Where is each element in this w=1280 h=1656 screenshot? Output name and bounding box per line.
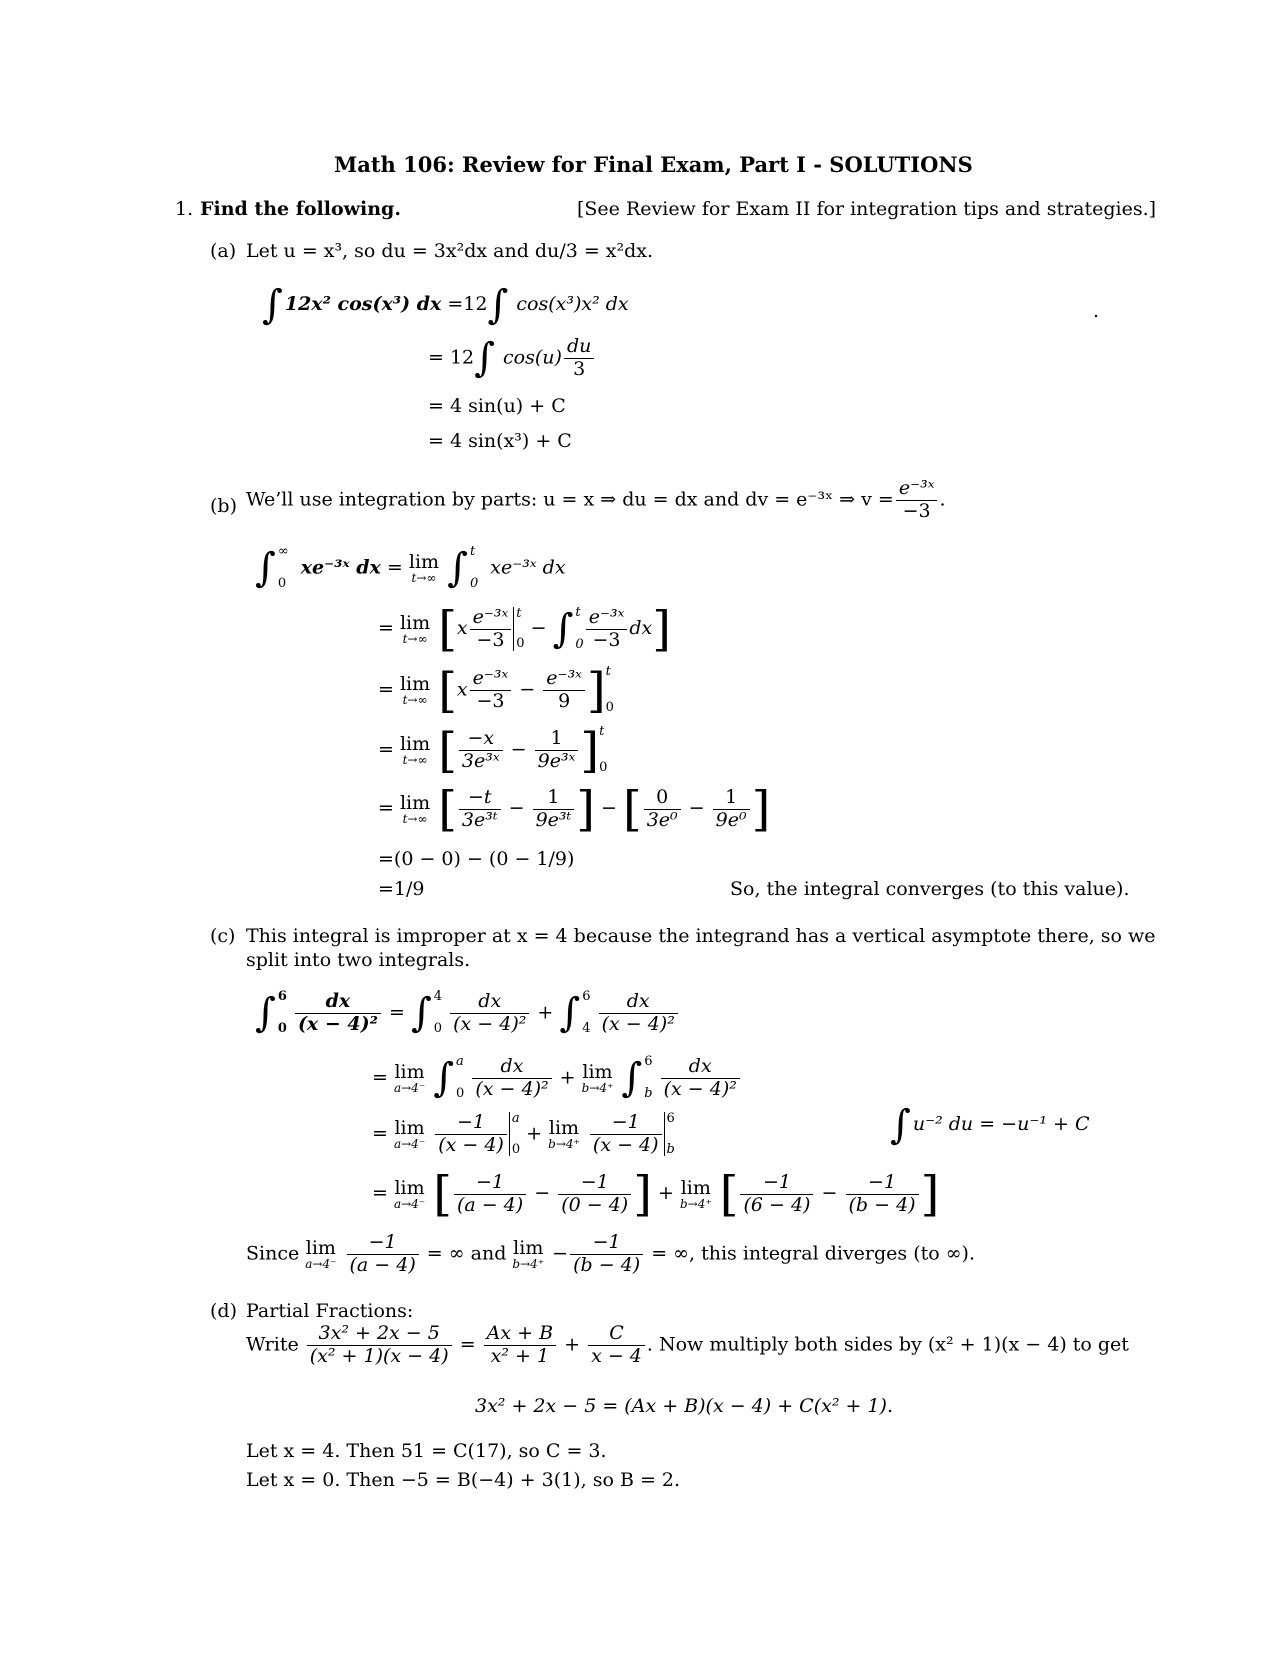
minus: − bbox=[510, 738, 527, 761]
fraction-num: −1 bbox=[590, 1112, 662, 1135]
lower-limit: 4 bbox=[582, 1021, 591, 1037]
part-d-heading: Partial Fractions: bbox=[246, 1300, 414, 1322]
part-c-intro-1: This integral is improper at x = 4 because the integrand has a vertical asymptote there, so we bbox=[246, 925, 1156, 947]
part-b-line7: =1/9 bbox=[378, 878, 425, 900]
fraction-den: (x − 4) bbox=[438, 1133, 504, 1156]
part-b-line1 bbox=[255, 545, 566, 592]
lower-limit: 0 bbox=[605, 700, 614, 716]
fraction-den: 9 bbox=[558, 689, 571, 712]
side-formula bbox=[890, 1102, 1090, 1148]
lim-sub: t→∞ bbox=[402, 631, 428, 646]
fraction-num: dx bbox=[599, 991, 678, 1014]
fraction-num: e⁻³ˣ bbox=[470, 607, 512, 630]
part-c-line1: ∫ 6 0 $\frac{dx}{\text{(x − 4)²}}$ = ∫ 4 0 $\frac{dx}{\text{(x − 4)²}}$ + ∫ 6 4 $\frac{dx}{\text{(x − 4)²}}$ bbox=[255, 990, 680, 1037]
fraction-num: −1 bbox=[570, 1232, 643, 1255]
part-a-line3: = 4 sin(u) + C bbox=[428, 395, 566, 417]
fraction-num: du bbox=[564, 336, 594, 359]
coefficient: = 12 bbox=[428, 346, 475, 369]
fraction-num: e⁻³ˣ bbox=[543, 668, 585, 691]
page-title: Math 106: Review for Final Exam, Part I - SOLUTIONS bbox=[334, 152, 973, 177]
lim-sub: b→4⁺ bbox=[679, 1196, 712, 1211]
part-b-line2: = lim t→∞ [x $\frac{\text{e⁻³ˣ}}{-3}$ t 0 − ∫ t 0 $\frac{\text{e⁻³ˣ}}{-3}$ dx] bbox=[378, 601, 671, 657]
lim-sub: t→∞ bbox=[411, 570, 437, 585]
lim-sub: b→4⁺ bbox=[512, 1256, 545, 1271]
part-b-conclusion: So, the integral converges (to this value). bbox=[730, 878, 1130, 900]
fraction-num: −1 bbox=[454, 1172, 526, 1195]
fraction-num: dx bbox=[472, 1056, 551, 1079]
fraction-den: x² + 1 bbox=[490, 1344, 550, 1367]
lim-word: lim bbox=[680, 1176, 711, 1199]
write-word: Write bbox=[246, 1333, 299, 1356]
part-b-line4: = lim t→∞ [ $\frac{-x}{\text{3e³ˣ}}$ − $\frac{1}{\text{9e³ˣ}}$ ] t 0 bbox=[378, 722, 608, 779]
fraction-num: −1 bbox=[435, 1112, 507, 1135]
fraction-den: (b − 4) bbox=[573, 1253, 641, 1276]
upper-limit: 6 bbox=[277, 989, 287, 1004]
fraction-den: (x − 4) bbox=[592, 1133, 659, 1156]
lim-sub: a→4⁻ bbox=[393, 1196, 426, 1211]
fraction-den: 9e⁰ bbox=[715, 808, 747, 831]
side-formula-text: u⁻² du = −u⁻¹ + C bbox=[912, 1113, 1090, 1135]
fraction-den: x − 4 bbox=[591, 1344, 642, 1367]
lim-word: lim bbox=[394, 1060, 425, 1083]
lim-word: lim bbox=[548, 1116, 580, 1139]
fraction-num: 0 bbox=[644, 787, 681, 810]
v-den: −3 bbox=[902, 499, 931, 522]
fraction-num: −1 bbox=[846, 1172, 919, 1195]
fraction-num: 3x² + 2x − 5 bbox=[307, 1323, 452, 1346]
fraction-num: 1 bbox=[535, 728, 579, 751]
part-a-label: (a) bbox=[210, 240, 237, 262]
part-d-line1: Write $\frac{\text{3x² + 2x − 5}}{\text{(x² + 1)(x − 4)}}$ = $\frac{Ax + B}{\text{x² + 1}}$ + $\frac{C}{x - 4}$ . Now multiply both sides by (x² + 1)(x − 4) to get bbox=[246, 1322, 1129, 1367]
v-num: e⁻³ˣ bbox=[896, 478, 938, 501]
part-d-label: (d) bbox=[210, 1300, 237, 1322]
part-c-line3: = lim a→4⁻ $\frac{-1}{(x - 4)}$ a 0 + lim b→4⁺ $\frac{-1}{(x - 4)}$ 6 b bbox=[372, 1111, 675, 1157]
coefficient: =12 bbox=[447, 293, 488, 315]
fraction-den: 3 bbox=[573, 357, 586, 380]
part-b-line3: = lim t→∞ [x $\frac{\text{e⁻³ˣ}}{-3}$ − $\frac{\text{e⁻³ˣ}}{9}$ ] t 0 bbox=[378, 662, 614, 719]
part-a-line2 bbox=[428, 336, 596, 381]
diverges-text: = ∞, this integral diverges (to ∞). bbox=[651, 1242, 976, 1265]
minus: − bbox=[508, 797, 525, 819]
lim-word: lim bbox=[399, 672, 431, 695]
fraction-den: (0 − 4) bbox=[561, 1193, 629, 1216]
fraction-den: (x² + 1)(x − 4) bbox=[309, 1344, 449, 1367]
equals-infinity-and: = ∞ and bbox=[426, 1242, 507, 1265]
minus: − bbox=[530, 617, 547, 639]
upper-limit: t bbox=[516, 606, 522, 621]
fraction-den: 3e³ˣ bbox=[461, 749, 500, 772]
lim-sub: a→4⁻ bbox=[393, 1080, 426, 1095]
integrand: cos(x³)x² dx bbox=[516, 293, 629, 315]
part-c-label: (c) bbox=[210, 925, 236, 947]
lower-limit: 0 bbox=[599, 760, 608, 776]
problem-number: 1. bbox=[175, 198, 194, 220]
part-a-line1 bbox=[262, 282, 629, 328]
fraction-num: 1 bbox=[713, 787, 750, 810]
part-c-line4: = lim a→4⁻ [ $\frac{-1}{(a - 4)}$ − $\frac{-1}{(0 - 4)}$ ] + lim b→4⁺ [ $\frac{-1}{(6 - 4)}$ − $\frac{-1}{(b - 4)}$ ] bbox=[372, 1166, 940, 1222]
integral-sign: ∫ bbox=[433, 1055, 455, 1102]
integrand: xe⁻³ˣ dx bbox=[490, 556, 566, 579]
integral-sign: ∫ bbox=[255, 545, 276, 592]
minus: − bbox=[519, 678, 536, 701]
fraction-den: (x − 4)² bbox=[663, 1077, 737, 1100]
lim-word: lim bbox=[399, 732, 431, 755]
fraction-num: dx bbox=[295, 991, 381, 1014]
fraction-den: −3 bbox=[476, 628, 505, 651]
v-end: . bbox=[939, 488, 946, 511]
upper-limit: t bbox=[599, 724, 605, 739]
lim-word: lim bbox=[305, 1236, 336, 1259]
upper-limit: a bbox=[511, 1111, 520, 1127]
fraction-den: −3 bbox=[592, 628, 621, 651]
upper-limit: t bbox=[469, 544, 476, 559]
minus: − bbox=[688, 797, 705, 819]
fraction-num: dx bbox=[661, 1056, 740, 1079]
fraction-num: 1 bbox=[533, 787, 575, 810]
fraction-num: −x bbox=[459, 728, 503, 751]
part-b-line5: = lim t→∞ [ $\frac{-t}{\text{3e³ᵗ}}$ − $\frac{1}{\text{9e³ᵗ}}$ ] − [ $\frac{0}{\text{3e⁰}}$ − $\frac{1}{\text{9e⁰}}$ ] bbox=[378, 781, 771, 837]
integral-sign: ∫ bbox=[447, 545, 468, 592]
integral-sign: ∫ bbox=[890, 1102, 911, 1148]
upper-limit: 6 bbox=[666, 1111, 675, 1127]
lim-word: lim bbox=[399, 611, 431, 634]
part-c-line2: = lim a→4⁻ ∫ a 0 $\frac{dx}{\text{(x − 4)²}}$ + lim b→4⁺ ∫ 6 b $\frac{dx}{\text{(x − 4)²}}$ bbox=[372, 1055, 742, 1102]
integrand: cos(u) bbox=[503, 346, 562, 369]
fraction-num: e⁻³ˣ bbox=[470, 668, 512, 691]
minus: − bbox=[601, 797, 617, 819]
integral-sign: ∫ bbox=[410, 990, 432, 1037]
fraction-den: (x − 4)² bbox=[297, 1012, 378, 1035]
integral-sign: ∫ bbox=[262, 282, 283, 328]
stray-dot: . bbox=[1093, 300, 1100, 322]
lim-sub: b→4⁺ bbox=[548, 1136, 580, 1151]
lim-word: lim bbox=[394, 1176, 425, 1199]
lim-word: lim bbox=[399, 791, 431, 814]
x-term: x bbox=[456, 678, 468, 701]
lim-word: lim bbox=[394, 1116, 425, 1139]
lower-limit: 0 bbox=[277, 1021, 287, 1037]
upper-limit: 4 bbox=[433, 989, 443, 1004]
fraction-num: C bbox=[588, 1323, 645, 1346]
integral-sign: ∫ bbox=[559, 990, 581, 1037]
integral-sign: ∫ bbox=[474, 335, 495, 382]
part-c-intro-2: split into two integrals. bbox=[246, 949, 471, 971]
integral-sign: ∫ bbox=[255, 990, 276, 1037]
fraction-den: 9e³ᵗ bbox=[535, 808, 572, 831]
fraction-num: −1 bbox=[740, 1172, 813, 1195]
lower-limit: 0 bbox=[516, 636, 525, 652]
lim-word: lim bbox=[408, 550, 440, 573]
lower-limit: 0 bbox=[277, 576, 287, 592]
fraction-den: (x − 4)² bbox=[453, 1012, 527, 1035]
fraction-num: −1 bbox=[558, 1172, 631, 1195]
equals: = bbox=[386, 556, 403, 579]
equals: = bbox=[378, 797, 394, 819]
since-word: Since bbox=[246, 1242, 300, 1265]
fraction-den: 9e³ˣ bbox=[537, 749, 576, 772]
part-b-intro-line bbox=[246, 478, 946, 523]
fraction-num: −t bbox=[459, 787, 501, 810]
fraction-den: (b − 4) bbox=[848, 1193, 916, 1216]
lim-sub: t→∞ bbox=[402, 752, 428, 767]
lower-limit: 0 bbox=[511, 1141, 521, 1157]
part-a-intro: Let u = x³, so du = 3x²dx and du/3 = x²dx. bbox=[246, 240, 654, 262]
upper-limit: ∞ bbox=[277, 544, 289, 559]
lim-sub: a→4⁻ bbox=[305, 1256, 337, 1271]
lower-limit: 0 bbox=[469, 576, 479, 592]
lim-word: lim bbox=[582, 1060, 613, 1083]
equals: = bbox=[378, 738, 394, 761]
problem-note: [See Review for Exam II for integration tips and strategies.] bbox=[577, 198, 1157, 220]
lower-limit: 0 bbox=[456, 1086, 465, 1102]
lower-limit: 0 bbox=[575, 637, 584, 652]
fraction-den: (a − 4) bbox=[456, 1193, 524, 1216]
upper-limit: 6 bbox=[582, 989, 591, 1004]
fraction-den: (x − 4)² bbox=[475, 1077, 549, 1100]
lim-sub: t→∞ bbox=[402, 692, 428, 707]
lim-sub: b→4⁺ bbox=[581, 1080, 614, 1095]
upper-limit: t bbox=[605, 664, 611, 679]
part-d-tail: . Now multiply both sides by (x² + 1)(x − 4) to get bbox=[646, 1333, 1129, 1356]
equals: = bbox=[378, 617, 394, 639]
part-b-label: (b) bbox=[210, 495, 237, 517]
fraction-den: (x − 4)² bbox=[601, 1012, 675, 1035]
upper-limit: a bbox=[456, 1054, 464, 1069]
integrand: 12x² cos(x³) dx bbox=[284, 293, 442, 315]
part-d-equation: 3x² + 2x − 5 = (Ax + B)(x − 4) + C(x² + 1). bbox=[475, 1395, 893, 1417]
equals: = bbox=[378, 678, 394, 701]
part-b-line6: =(0 − 0) − (0 − 1/9) bbox=[378, 848, 575, 870]
fraction-num: e⁻³ˣ bbox=[586, 607, 628, 630]
part-b-intro: We’ll use integration by parts: u = x ⇒ du = dx and dv = e⁻³ˣ ⇒ v = bbox=[246, 488, 894, 511]
upper-limit: 6 bbox=[644, 1054, 653, 1069]
problem-heading: Find the following. bbox=[200, 198, 401, 220]
integral-sign: ∫ bbox=[487, 282, 509, 328]
lower-limit: b bbox=[644, 1086, 653, 1102]
part-d-step1: Let x = 4. Then 51 = C(17), so C = 3. bbox=[246, 1440, 607, 1462]
upper-limit: t bbox=[575, 604, 581, 620]
fraction-den: 3e⁰ bbox=[646, 808, 678, 831]
part-d-step2: Let x = 0. Then −5 = B(−4) + 3(1), so B = 2. bbox=[246, 1469, 681, 1491]
lower-limit: b bbox=[666, 1141, 675, 1157]
part-a-line4: = 4 sin(x³) + C bbox=[428, 430, 572, 452]
fraction-num: Ax + B bbox=[484, 1323, 556, 1346]
fraction-den: (6 − 4) bbox=[743, 1193, 811, 1216]
part-c-since: Since lim a→4⁻ $\frac{-1}{(a - 4)}$ = ∞ and lim b→4⁺ − $\frac{-1}{(b - 4)}$ = ∞, this integral diverges (to ∞). bbox=[246, 1231, 976, 1276]
fraction-den: −3 bbox=[476, 689, 505, 712]
fraction-den: 3e³ᵗ bbox=[461, 808, 498, 831]
lim-word: lim bbox=[513, 1236, 544, 1259]
lim-sub: t→∞ bbox=[402, 811, 428, 826]
fraction-num: dx bbox=[450, 991, 529, 1014]
lower-limit: 0 bbox=[433, 1021, 443, 1037]
dx: dx bbox=[629, 617, 653, 639]
integrand: xe⁻³ˣ dx bbox=[300, 556, 381, 579]
fraction-den: (a − 4) bbox=[349, 1253, 416, 1276]
x-term: x bbox=[456, 617, 468, 639]
integral-sign: ∫ bbox=[621, 1055, 643, 1102]
integral-sign: ∫ bbox=[552, 606, 574, 652]
fraction-num: −1 bbox=[347, 1232, 419, 1255]
lim-sub: a→4⁻ bbox=[393, 1136, 426, 1151]
